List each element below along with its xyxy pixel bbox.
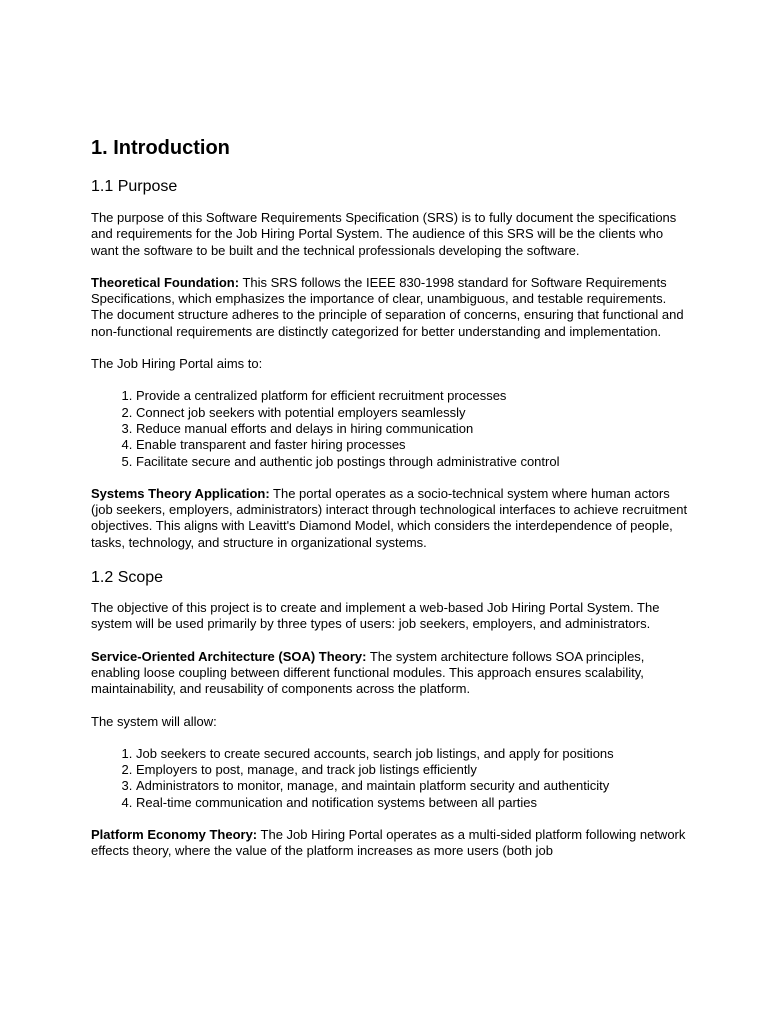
aims-list: [91, 388, 691, 469]
subsection-heading-purpose: 1.1 Purpose: [91, 178, 178, 195]
subsection-heading-scope: 1.2 Scope: [91, 569, 164, 587]
list-item: 5. Facilitate secure and authentic job postings through administrative control: [136, 454, 691, 470]
theoretical-foundation-label: Theoretical Foundation:: [91, 274, 240, 290]
list-item: 3. Administrators to monitor, manage, and maintain platform security and authenticity: [136, 778, 691, 794]
soa-theory-text: The system architecture follows SOA principles, enabling loose coupling between different functional modules. This approach ensures scalability, maintainability, and reusability of components across the platform.: [91, 648, 645, 697]
systems-theory-paragraph: [91, 486, 691, 551]
list-item: 2. Employers to post, manage, and track job listings efficiently: [136, 762, 691, 778]
list-item: 1. Provide a centralized platform for efficient recruitment processes: [136, 388, 691, 404]
soa-theory-label: Service-Oriented Architecture (SOA) Theory:: [91, 648, 367, 664]
list-item: 1. Job seekers to create secured accounts, search job listings, and apply for positions: [136, 746, 691, 762]
document-content: [91, 134, 691, 860]
list-item: 2. Connect job seekers with potential employers seamlessly: [136, 405, 691, 421]
list-item: 3. Reduce manual efforts and delays in hiring communication: [136, 421, 691, 437]
purpose-paragraph: The purpose of this Software Requirements Specification (SRS) is to fully document the specifications and requirements for the Job Hiring Portal System. The audience of this SRS will be the clients who want the software to be built and the technical professionals developing the software.: [91, 210, 677, 258]
list-item: 4. Enable transparent and faster hiring processes: [136, 437, 691, 453]
systems-theory-text: The portal operates as a socio-technical system where human actors (job seekers, employers, administrators) interact through technological interfaces to achieve recruitment objectives. This aligns with Leavitt's Diamond Model, which considers the interdependence of people, tasks, technology, and structure in organizational systems.: [91, 485, 688, 550]
theoretical-foundation-paragraph: [91, 275, 691, 340]
platform-economy-label: Platform Economy Theory:: [91, 827, 258, 843]
theoretical-foundation-text: This SRS follows the IEEE 830-1998 standard for Software Requirements Specifications, which emphasizes the importance of clear, unambiguous, and testable requirements. The document structure adheres to the principle of separation of concerns, ensuring that functional and non-functional requirements are distinctly categorized for better understanding and implementation.: [91, 274, 684, 339]
list-item: 4. Real-time communication and notification systems between all parties: [136, 795, 691, 811]
allows-list: [91, 746, 691, 811]
section-heading-introduction: 1. Introduction: [91, 137, 230, 159]
allow-intro: The system will allow:: [91, 713, 217, 729]
soa-theory-paragraph: [91, 649, 691, 698]
platform-economy-paragraph: [91, 827, 691, 860]
platform-economy-text: The Job Hiring Portal operates as a multi-sided platform following network effects theory, where the value of the platform increases as more users (both job: [91, 827, 686, 859]
aims-intro: The Job Hiring Portal aims to:: [91, 356, 263, 372]
systems-theory-label: Systems Theory Application:: [91, 485, 270, 501]
scope-paragraph: The objective of this project is to create and implement a web-based Job Hiring Portal System. The system will be used primarily by three types of users: job seekers, employers, and administrators.: [91, 600, 660, 632]
